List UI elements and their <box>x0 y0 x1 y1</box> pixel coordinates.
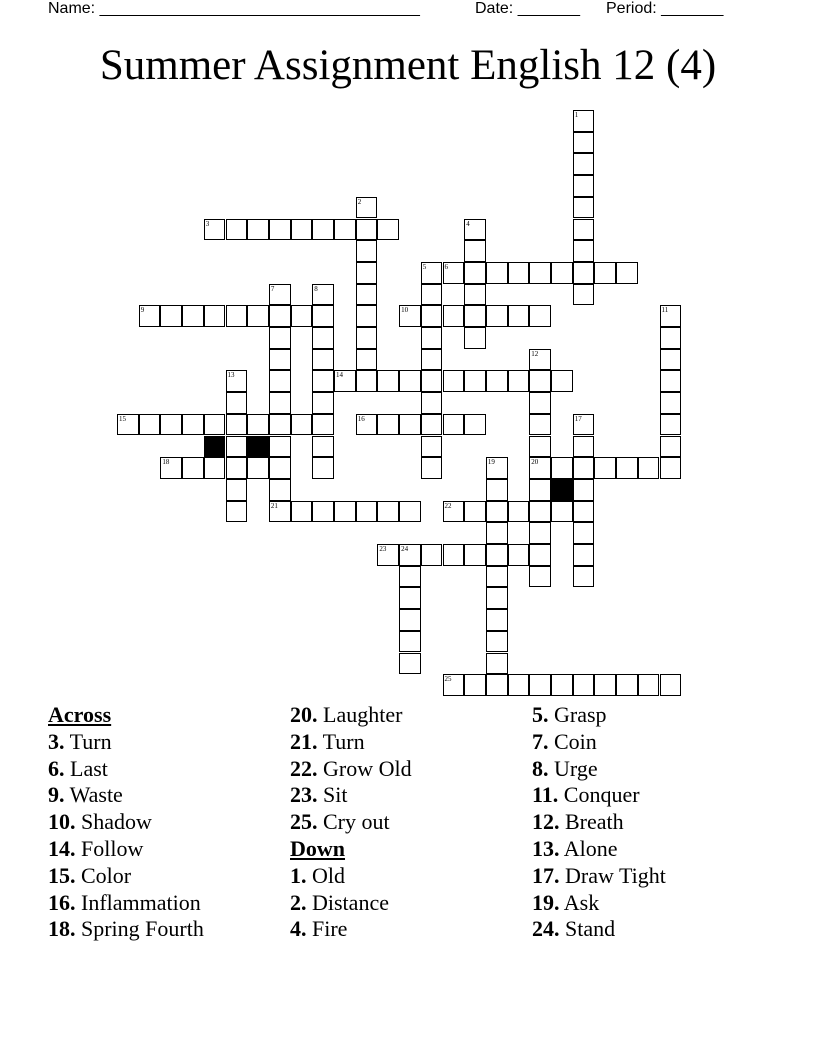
clue-text: Ask <box>563 889 600 915</box>
crossword-cell[interactable] <box>182 414 204 436</box>
crossword-cell[interactable] <box>399 609 421 631</box>
clue-number-label: 24 <box>401 545 409 553</box>
crossword-cell[interactable] <box>226 370 248 392</box>
across-clue <box>290 756 412 783</box>
crossword-block-cell <box>247 436 269 458</box>
clue-text: Conquer <box>563 782 640 808</box>
crossword-cell[interactable] <box>356 501 378 523</box>
crossword-cell[interactable] <box>377 501 399 523</box>
crossword-cell[interactable] <box>421 544 443 566</box>
crossword-cell[interactable] <box>486 457 508 479</box>
crossword-cell[interactable] <box>312 327 334 349</box>
crossword-cell[interactable] <box>269 414 291 436</box>
crossword-cell[interactable] <box>269 305 291 327</box>
clue-number: 24. <box>532 916 560 942</box>
clue-number-label: 11 <box>661 306 669 315</box>
crossword-cell[interactable] <box>573 479 595 501</box>
crossword-cell[interactable] <box>464 501 486 523</box>
clue-text: Spring Fourth <box>81 916 204 942</box>
across-clue <box>290 702 412 729</box>
clue-number: 16. <box>48 889 76 915</box>
crossword-cell[interactable] <box>508 370 530 392</box>
clue-text: Alone <box>563 835 618 861</box>
crossword-cell[interactable] <box>291 305 313 327</box>
crossword-cell[interactable] <box>421 414 443 436</box>
crossword-cell[interactable] <box>312 349 334 371</box>
crossword-cell[interactable] <box>356 197 378 219</box>
crossword-cell[interactable] <box>443 305 465 327</box>
crossword-cell[interactable] <box>443 501 465 523</box>
crossword-cell[interactable] <box>486 370 508 392</box>
crossword-cell[interactable] <box>660 457 682 479</box>
crossword-cell[interactable] <box>269 284 291 306</box>
down-clue <box>290 863 412 890</box>
crossword-cell[interactable] <box>377 544 399 566</box>
crossword-cell[interactable] <box>529 501 551 523</box>
crossword-cell[interactable] <box>660 370 682 392</box>
crossword-cell[interactable] <box>291 219 313 241</box>
crossword-cell[interactable] <box>312 414 334 436</box>
crossword-cell[interactable] <box>443 370 465 392</box>
clue-number-label: 6 <box>444 262 448 271</box>
crossword-cell[interactable] <box>573 436 595 458</box>
crossword-cell[interactable] <box>573 132 595 154</box>
crossword-cell[interactable] <box>399 544 421 566</box>
crossword-cell[interactable] <box>486 631 508 653</box>
crossword-cell[interactable] <box>443 674 465 696</box>
clues-column-2 <box>290 702 412 943</box>
clue-number: 14. <box>48 835 76 861</box>
crossword-cell[interactable] <box>421 436 443 458</box>
crossword-cell[interactable] <box>486 522 508 544</box>
clue-text: Cry out <box>323 809 390 835</box>
crossword-cell[interactable] <box>486 609 508 631</box>
crossword-cell[interactable] <box>226 219 248 241</box>
crossword-cell[interactable] <box>334 501 356 523</box>
crossword-cell[interactable] <box>226 479 248 501</box>
clue-text: Color <box>81 862 132 888</box>
crossword-cell[interactable] <box>529 479 551 501</box>
clue-number: 22. <box>290 755 318 781</box>
crossword-cell[interactable] <box>139 305 161 327</box>
crossword-cell[interactable] <box>573 501 595 523</box>
crossword-cell[interactable] <box>312 370 334 392</box>
across-clue <box>48 863 204 890</box>
crossword-cell[interactable] <box>160 457 182 479</box>
across-clue <box>48 836 204 863</box>
crossword-cell[interactable] <box>529 305 551 327</box>
clue-number-label: 10 <box>401 306 409 315</box>
crossword-cell[interactable] <box>638 457 660 479</box>
crossword-cell[interactable] <box>204 414 226 436</box>
clue-number: 12. <box>532 809 560 835</box>
across-clue <box>290 782 412 809</box>
down-clue <box>532 836 666 863</box>
clue-number: 10. <box>48 809 76 835</box>
crossword-cell[interactable] <box>573 544 595 566</box>
crossword-cell[interactable] <box>226 392 248 414</box>
crossword-cell[interactable] <box>529 566 551 588</box>
crossword-cell[interactable] <box>464 414 486 436</box>
crossword-cell[interactable] <box>421 349 443 371</box>
clue-number: 9. <box>48 782 65 808</box>
crossword-cell[interactable] <box>486 674 508 696</box>
crossword-cell[interactable] <box>399 414 421 436</box>
clues-column-1 <box>48 702 204 943</box>
crossword-cell[interactable] <box>247 414 269 436</box>
crossword-cell[interactable] <box>464 219 486 241</box>
period-field[interactable]: Period: _______ <box>606 0 724 17</box>
crossword-cell[interactable] <box>573 674 595 696</box>
crossword-cell[interactable] <box>573 284 595 306</box>
crossword-cell[interactable] <box>356 414 378 436</box>
crossword-cell[interactable] <box>399 370 421 392</box>
crossword-cell[interactable] <box>660 327 682 349</box>
page-title: Summer Assignment English 12 (4) <box>99 42 717 89</box>
crossword-cell[interactable] <box>399 653 421 675</box>
crossword-cell[interactable] <box>399 587 421 609</box>
crossword-cell[interactable] <box>529 262 551 284</box>
crossword-cell[interactable] <box>551 262 573 284</box>
clue-number: 8. <box>532 755 549 781</box>
crossword-cell[interactable] <box>247 305 269 327</box>
crossword-cell[interactable] <box>486 544 508 566</box>
crossword-cell[interactable] <box>464 544 486 566</box>
clue-number: 21. <box>290 728 318 754</box>
across-clue <box>48 916 204 943</box>
clue-text: Old <box>312 862 345 888</box>
clue-number: 3. <box>48 728 65 754</box>
crossword-cell[interactable] <box>312 219 334 241</box>
clue-number: 19. <box>532 889 560 915</box>
crossword-cell[interactable] <box>421 392 443 414</box>
clue-number: 7. <box>532 728 549 754</box>
down-clue <box>532 729 666 756</box>
clue-number-label: 9 <box>140 306 145 315</box>
clue-number-label: 19 <box>487 458 495 467</box>
clue-number-label: 22 <box>444 501 452 510</box>
crossword-cell[interactable] <box>660 305 682 327</box>
down-clue <box>290 916 412 943</box>
crossword-cell[interactable] <box>269 436 291 458</box>
down-heading: Down <box>290 835 346 861</box>
crossword-cell[interactable] <box>356 349 378 371</box>
clue-text: Waste <box>69 782 123 808</box>
crossword-cell[interactable] <box>573 457 595 479</box>
crossword-cell[interactable] <box>312 501 334 523</box>
crossword-cell[interactable] <box>377 219 399 241</box>
crossword-cell[interactable] <box>529 674 551 696</box>
crossword-cell[interactable] <box>377 414 399 436</box>
clue-number-label: 16 <box>357 414 365 423</box>
crossword-cell[interactable] <box>486 305 508 327</box>
clue-number-label: 17 <box>574 414 582 423</box>
crossword-cell[interactable] <box>160 305 182 327</box>
crossword-cell[interactable] <box>464 370 486 392</box>
clue-text: Fire <box>312 916 348 942</box>
crossword-cell[interactable] <box>594 262 616 284</box>
crossword-cell[interactable] <box>334 219 356 241</box>
clue-number: 11. <box>532 782 559 808</box>
crossword-cell[interactable] <box>269 370 291 392</box>
crossword-cell[interactable] <box>529 457 551 479</box>
clue-number-label: 5 <box>422 262 427 271</box>
crossword-cell[interactable] <box>356 305 378 327</box>
clue-number-label: 2 <box>357 197 362 206</box>
crossword-cell[interactable] <box>573 240 595 262</box>
crossword-cell[interactable] <box>464 284 486 306</box>
down-clue <box>532 756 666 783</box>
crossword-cell[interactable] <box>573 219 595 241</box>
crossword-cell[interactable] <box>508 305 530 327</box>
crossword-cell[interactable] <box>573 522 595 544</box>
across-clue <box>48 729 204 756</box>
crossword-cell[interactable] <box>551 457 573 479</box>
crossword-cell[interactable] <box>204 305 226 327</box>
crossword-cell[interactable] <box>573 566 595 588</box>
clue-number-label: 3 <box>205 219 210 228</box>
clue-number-label: 12 <box>531 349 539 358</box>
clue-number-label: 14 <box>336 371 343 380</box>
clue-number-label: 21 <box>270 501 278 510</box>
crossword-cell[interactable] <box>573 414 595 436</box>
clue-number: 25. <box>290 809 318 835</box>
crossword-cell[interactable] <box>312 457 334 479</box>
across-clue <box>290 809 412 836</box>
down-clue <box>532 702 666 729</box>
crossword-cell[interactable] <box>464 262 486 284</box>
crossword-cell[interactable] <box>486 566 508 588</box>
crossword-cell[interactable] <box>594 674 616 696</box>
crossword-cell[interactable] <box>291 414 313 436</box>
clue-text: Grasp <box>554 702 607 727</box>
crossword-cell[interactable] <box>529 544 551 566</box>
crossword-cell[interactable] <box>312 284 334 306</box>
crossword-cell[interactable] <box>573 262 595 284</box>
crossword-cell[interactable] <box>356 370 378 392</box>
clue-text: Stand <box>565 916 616 942</box>
crossword-cell[interactable] <box>291 501 313 523</box>
clue-number-label: 4 <box>466 219 470 228</box>
clue-text: Last <box>70 755 108 781</box>
crossword-cell[interactable] <box>421 305 443 327</box>
clue-number: 6. <box>48 755 65 781</box>
crossword-cell[interactable] <box>377 370 399 392</box>
clues-column-3 <box>532 702 666 943</box>
clue-number: 4. <box>290 916 307 942</box>
crossword-cell[interactable] <box>226 501 248 523</box>
crossword-cell[interactable] <box>269 327 291 349</box>
crossword-cell[interactable] <box>551 674 573 696</box>
clue-text: Grow Old <box>323 755 412 781</box>
crossword-cell[interactable] <box>464 240 486 262</box>
name-field[interactable]: Name: ____________________________________ <box>48 0 420 17</box>
crossword-cell[interactable] <box>508 674 530 696</box>
crossword-cell[interactable] <box>356 284 378 306</box>
crossword-cell[interactable] <box>573 197 595 219</box>
across-clue <box>48 890 204 917</box>
crossword-cell[interactable] <box>529 436 551 458</box>
crossword-cell[interactable] <box>269 392 291 414</box>
crossword-cell[interactable] <box>269 479 291 501</box>
crossword-cell[interactable] <box>421 327 443 349</box>
crossword-cell[interactable] <box>464 305 486 327</box>
clue-number-label: 15 <box>119 414 126 423</box>
crossword-cell[interactable] <box>247 457 269 479</box>
clue-text: Turn <box>322 728 365 754</box>
crossword-cell[interactable] <box>226 457 248 479</box>
clue-number: 17. <box>532 862 560 888</box>
crossword-cell[interactable] <box>269 501 291 523</box>
crossword-cell[interactable] <box>117 414 139 436</box>
crossword-cell[interactable] <box>399 501 421 523</box>
clue-number: 18. <box>48 916 76 942</box>
crossword-cell[interactable] <box>529 370 551 392</box>
crossword-cell[interactable] <box>139 414 161 436</box>
crossword-cell[interactable] <box>464 674 486 696</box>
crossword-block-cell <box>204 436 226 458</box>
crossword-cell[interactable] <box>312 392 334 414</box>
crossword-cell[interactable] <box>399 631 421 653</box>
clue-number: 20. <box>290 702 318 727</box>
crossword-cell[interactable] <box>486 479 508 501</box>
across-clue <box>48 782 204 809</box>
crossword-cell[interactable] <box>356 327 378 349</box>
clue-number: 2. <box>290 889 307 915</box>
crossword-cell[interactable] <box>508 544 530 566</box>
down-clue <box>532 863 666 890</box>
crossword-cell[interactable] <box>204 457 226 479</box>
crossword-cell[interactable] <box>421 370 443 392</box>
crossword-cell[interactable] <box>486 501 508 523</box>
clue-text: Draw Tight <box>565 862 666 888</box>
clue-text: Breath <box>565 809 624 835</box>
across-clue <box>48 756 204 783</box>
crossword-cell[interactable] <box>443 544 465 566</box>
crossword-block-cell <box>551 479 573 501</box>
crossword-cell[interactable] <box>616 674 638 696</box>
crossword-cell[interactable] <box>312 436 334 458</box>
clue-text: Urge <box>554 755 598 781</box>
crossword-cell[interactable] <box>399 305 421 327</box>
crossword-cell[interactable] <box>269 349 291 371</box>
clue-number: 5. <box>532 702 549 727</box>
crossword-cell[interactable] <box>573 175 595 197</box>
crossword-cell[interactable] <box>551 370 573 392</box>
down-clue <box>532 809 666 836</box>
clue-number-label: 23 <box>379 545 387 553</box>
crossword-cell[interactable] <box>508 262 530 284</box>
crossword-cell[interactable] <box>182 457 204 479</box>
crossword-cell[interactable] <box>486 653 508 675</box>
crossword-cell[interactable] <box>269 219 291 241</box>
crossword-cell[interactable] <box>529 349 551 371</box>
crossword-cell[interactable] <box>160 414 182 436</box>
crossword-cell[interactable] <box>660 414 682 436</box>
clue-text: Turn <box>69 728 112 754</box>
crossword-cell[interactable] <box>443 262 465 284</box>
across-heading: Across <box>48 702 112 727</box>
crossword-cell[interactable] <box>638 674 660 696</box>
crossword-cell[interactable] <box>616 457 638 479</box>
crossword-cell[interactable] <box>660 436 682 458</box>
clue-text: Coin <box>554 728 597 754</box>
crossword-cell[interactable] <box>529 522 551 544</box>
crossword-cell[interactable] <box>421 457 443 479</box>
crossword-cell[interactable] <box>204 219 226 241</box>
clue-number-label: 20 <box>531 458 539 467</box>
crossword-cell[interactable] <box>660 674 682 696</box>
crossword-cell[interactable] <box>226 414 248 436</box>
clue-text: Laughter <box>323 702 403 727</box>
crossword-cell[interactable] <box>399 566 421 588</box>
crossword-cell[interactable] <box>486 262 508 284</box>
crossword-cell[interactable] <box>312 305 334 327</box>
clue-number: 23. <box>290 782 318 808</box>
crossword-cell[interactable] <box>269 457 291 479</box>
crossword-cell[interactable] <box>226 436 248 458</box>
crossword-cell[interactable] <box>443 414 465 436</box>
clue-number-label: 7 <box>270 284 275 293</box>
crossword-cell[interactable] <box>226 305 248 327</box>
clue-text: Sit <box>323 782 348 808</box>
down-clue <box>290 890 412 917</box>
clue-number-label: 13 <box>227 371 235 380</box>
crossword-cell[interactable] <box>464 327 486 349</box>
crossword-cell[interactable] <box>356 219 378 241</box>
across-clue <box>290 729 412 756</box>
crossword-cell[interactable] <box>421 262 443 284</box>
clue-number-label: 18 <box>162 458 170 467</box>
across-clue <box>48 809 204 836</box>
crossword-cell[interactable] <box>529 414 551 436</box>
crossword-cell[interactable] <box>551 501 573 523</box>
down-clue <box>532 782 666 809</box>
clue-text: Follow <box>81 835 144 861</box>
clue-number: 15. <box>48 862 76 888</box>
crossword-cell[interactable] <box>616 262 638 284</box>
clue-number: 1. <box>290 862 307 888</box>
crossword-cell[interactable] <box>508 501 530 523</box>
crossword-cell[interactable] <box>573 153 595 175</box>
crossword-cell[interactable] <box>421 284 443 306</box>
crossword-cell[interactable] <box>573 110 595 132</box>
crossword-cell[interactable] <box>529 392 551 414</box>
crossword-cell[interactable] <box>247 219 269 241</box>
clue-number-label: 8 <box>314 284 318 293</box>
clue-number-label: 1 <box>574 111 579 119</box>
clue-text: Inflammation <box>81 889 201 915</box>
crossword-cell[interactable] <box>334 370 356 392</box>
crossword-cell[interactable] <box>660 349 682 371</box>
down-clue <box>532 916 666 943</box>
crossword-cell[interactable] <box>486 587 508 609</box>
clue-number: 13. <box>532 835 560 861</box>
crossword-cell[interactable] <box>594 457 616 479</box>
clue-text: Distance <box>312 889 389 915</box>
crossword-cell[interactable] <box>660 392 682 414</box>
crossword-cell[interactable] <box>356 262 378 284</box>
crossword-cell[interactable] <box>182 305 204 327</box>
clue-text: Shadow <box>81 809 152 835</box>
down-clue <box>532 890 666 917</box>
crossword-cell[interactable] <box>356 240 378 262</box>
clue-number-label: 25 <box>444 675 452 684</box>
date-field[interactable]: Date: _______ <box>475 0 580 17</box>
